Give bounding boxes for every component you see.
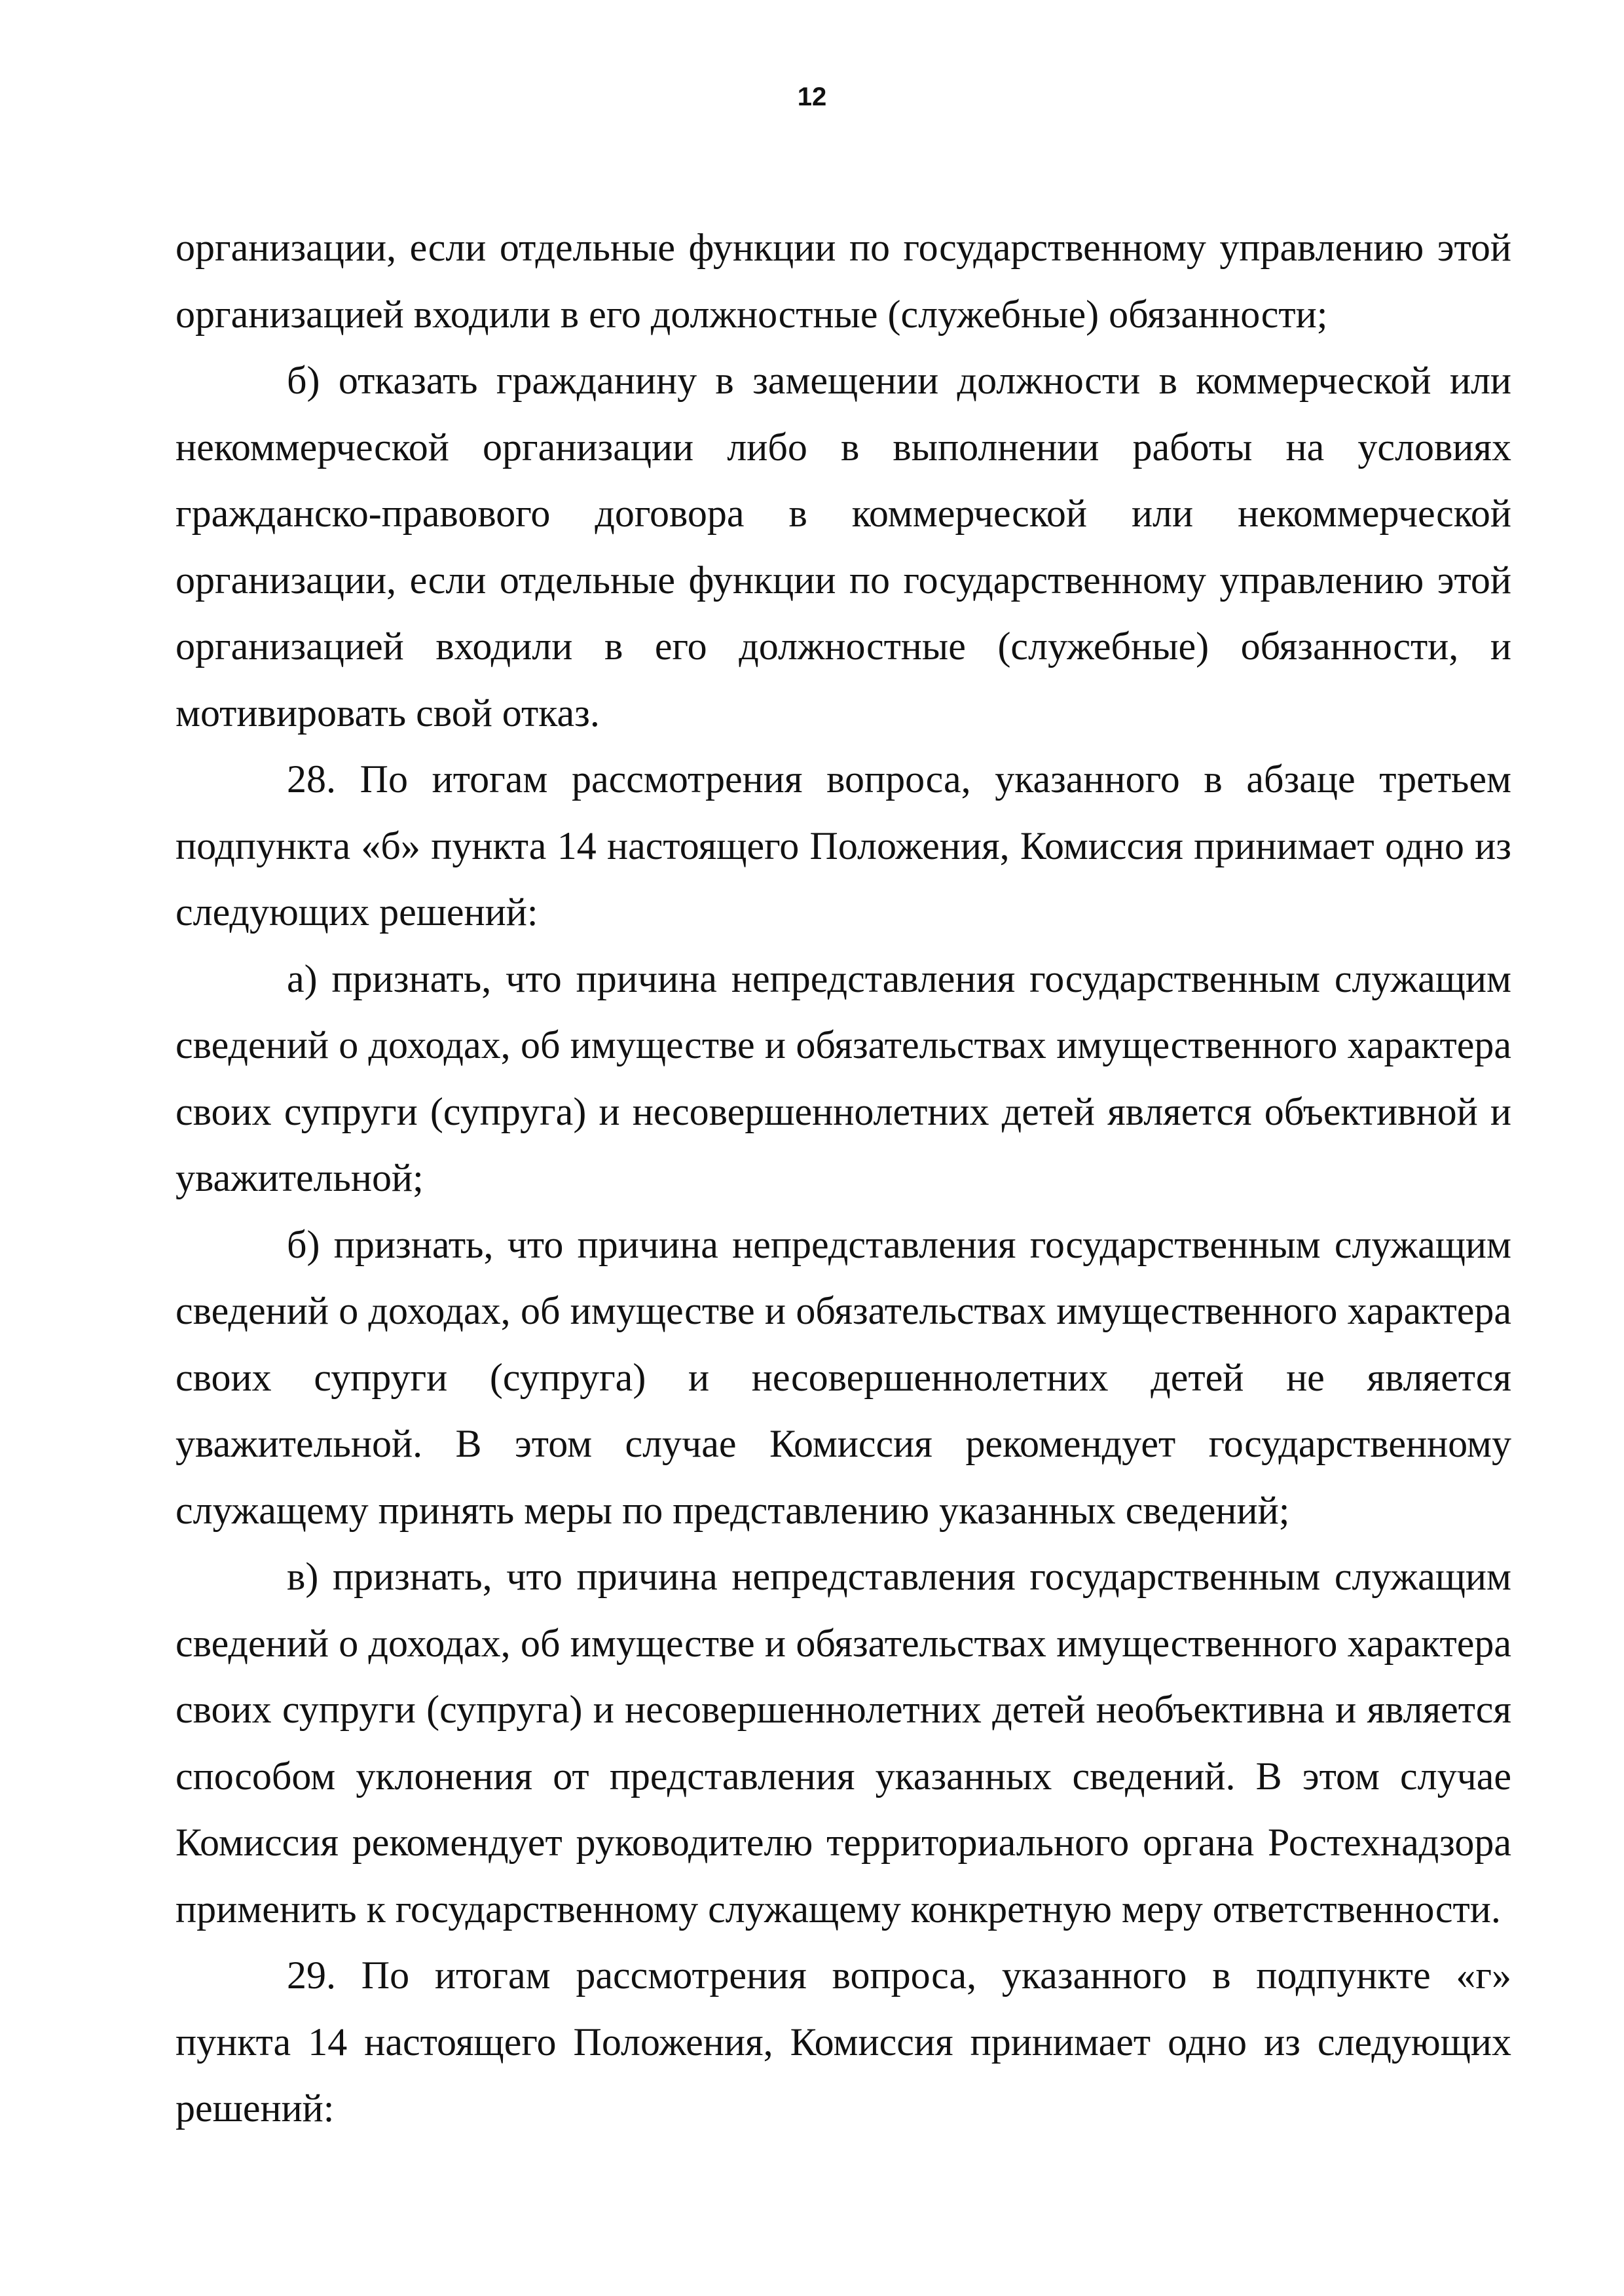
paragraph-clause-29: 29. По итогам рассмотрения вопроса, указанного в подпункте «г» пункта 14 настоящего Положения, Комиссия принимает одно из следующих решений: xyxy=(175,1954,1511,2130)
paragraph-clause-28: 28. По итогам рассмотрения вопроса, указанного в абзаце третьем подпункта «б» пункта 14 настоящего Положения, Комиссия принимает одно из следующих решений: xyxy=(175,757,1511,934)
paragraph-item-v-evasion: в) признать, что причина непредставления государственным служащим сведений о доходах, об имуществе и обязательствах имущественного характера своих супруги (супруга) и несовершеннолетних детей необъективна и является способом уклонения от представления указанных сведений. В этом случае Комиссия рекомендует руководителю территориального органа Ростехнадзора применить к государственному служащему конкретную меру ответственности. xyxy=(175,1555,1511,1931)
paragraph-item-a-objective: а) признать, что причина непредставления государственным служащим сведений о доходах, об имуществе и обязательствах имущественного характера своих супруги (супруга) и несовершеннолетних детей является объективной и уважительной; xyxy=(175,957,1511,1199)
paragraph-continuation: организации, если отдельные функции по государственному управлению этой организацией входили в его должностные (служебные) обязанности; xyxy=(175,226,1511,336)
page-number: 12 xyxy=(797,82,827,111)
document-body xyxy=(175,215,1511,2142)
paragraph-item-b-not-valid: б) признать, что причина непредставления государственным служащим сведений о доходах, об имуществе и обязательствах имущественного характера своих супруги (супруга) и несовершеннолетних детей не является уважительной. В этом случае Комиссия рекомендует государственному служащему принять меры по представлению указанных сведений; xyxy=(175,1222,1511,1532)
paragraph-item-b-refuse: б) отказать гражданину в замещении должности в коммерческой или некоммерческой организации либо в выполнении работы на условиях гражданско-правового договора в коммерческой или некоммерческой организации, если отдельные функции по государственному управлению этой организацией входили в его должностные (служебные) обязанности, и мотивировать свой отказ. xyxy=(175,359,1511,735)
